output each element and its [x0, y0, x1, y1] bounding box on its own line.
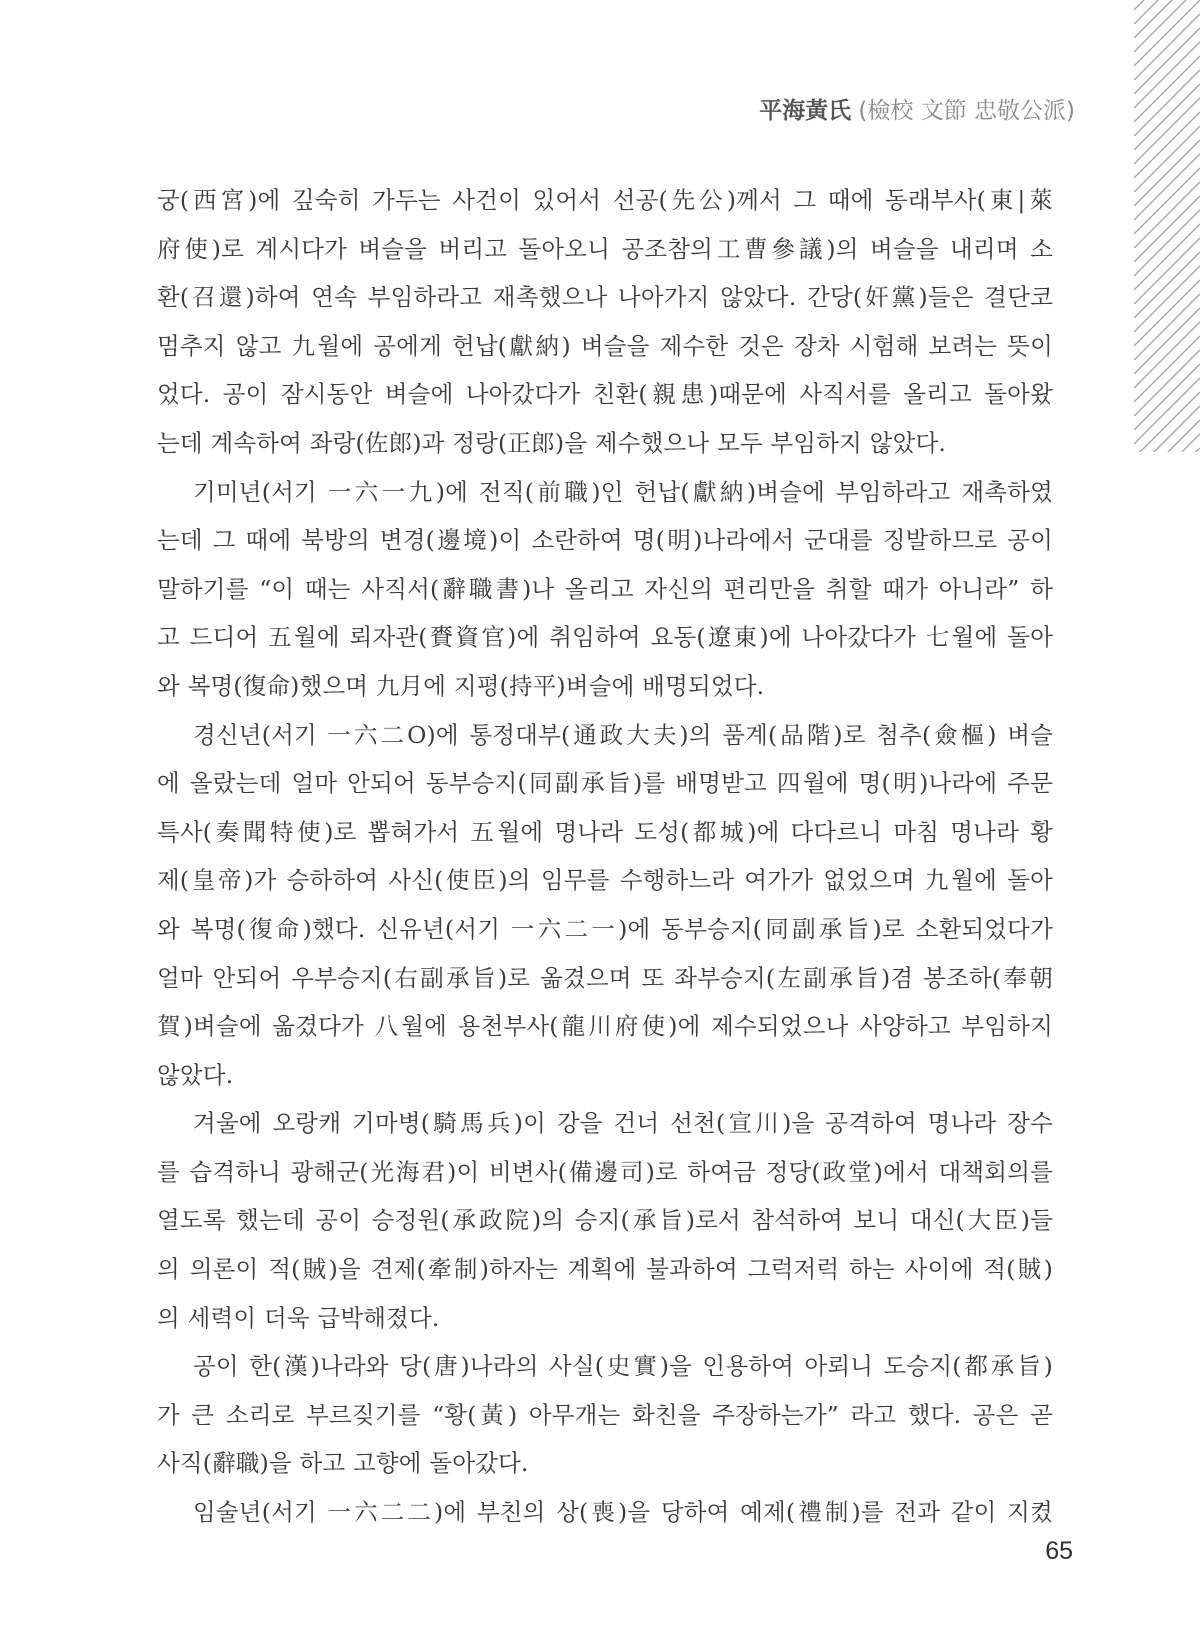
text-line: 는데 그 때에 북방의 변경(邊境)이 소란하여 명(明)나라에서 군대를 징발하므로 공이 [157, 526, 1053, 555]
hatch-line [1134, 224, 1200, 290]
hatch-line [1134, 0, 1200, 66]
text-line: 賀)벼슬에 옮겼다가 八월에 용천부사(龍川府使)에 제수되었으나 사양하고 부임하지 [157, 1012, 1053, 1041]
running-header [759, 92, 1075, 125]
text-line: 府使)로 계시다가 벼슬을 버리고 돌아오니 공조참의工曹參議)의 벼슬을 내리며 소 [157, 234, 1053, 263]
page-number: 65 [1045, 1537, 1073, 1565]
hatch-line [1134, 280, 1200, 346]
text-line: 와 복명(復命)했다. 신유년(서기 一六二一)에 동부승지(同副承旨)로 소환되었다가 [157, 914, 1053, 943]
text-line: 와 복명(復命)했으며 九月에 지평(持平)벼슬에 배명되었다. [157, 671, 765, 700]
text-line: 에 올랐는데 얼마 안되어 동부승지(同副承旨)를 배명받고 四월에 명(明)나라에 주문 [157, 769, 1053, 798]
paragraph [157, 711, 1053, 1100]
text-line: 사직(辭職)을 하고 고향에 돌아갔다. [157, 1449, 529, 1478]
text-line: 고 드디어 五월에 뢰자관(賚資官)에 취임하여 요동(遼東)에 나아갔다가 七월에 돌아 [157, 623, 1053, 652]
hatch-line [1134, 266, 1200, 332]
decorative-hatch-pattern [1134, 0, 1200, 452]
text-line: 었다. 공이 잠시동안 벼슬에 나아갔다가 친환(親患)때문에 사직서를 올리고 돌아왔 [157, 380, 1053, 409]
header-branch-name: (檢校 文節 忠敬公派) [858, 98, 1075, 124]
paragraph [157, 468, 1053, 711]
text-line: 의 의론이 적(賊)을 견제(牽制)하자는 계획에 불과하여 그럭저럭 하는 사이에 적(賊) [157, 1255, 1053, 1284]
text-line: 가 큰 소리로 부르짖기를 “황(黃) 아무개는 화친을 주장하는가” 라고 했다. 공은 곧 [157, 1400, 1053, 1429]
hatch-line [1134, 196, 1200, 262]
hatch-line [1134, 252, 1200, 318]
hatch-line [1134, 56, 1200, 122]
hatch-line [1134, 84, 1200, 150]
text-line: 환(召還)하여 연속 부임하라고 재촉했으나 나아가지 않았다. 간당(奸黨)들은 결단코 [157, 283, 1053, 312]
hatch-line [1134, 434, 1200, 452]
paragraph [157, 1099, 1053, 1342]
hatch-line [1134, 154, 1200, 220]
hatch-line [1134, 322, 1200, 388]
text-line: 않았다. [157, 1060, 234, 1089]
hatch-line [1134, 28, 1200, 94]
text-line: 제(皇帝)가 승하하여 사신(使臣)의 임무를 수행하느라 여가가 없었으며 九월에 돌아 [157, 866, 1053, 895]
paragraph [157, 1342, 1053, 1488]
hatch-line [1134, 238, 1200, 304]
text-line: 멈추지 않고 九월에 공에게 헌납(獻納) 벼슬을 제수한 것은 장차 시험해 보려는 뜻이 [157, 331, 1053, 360]
text-line: 궁(西宮)에 깊숙히 가두는 사건이 있어서 선공(先公)께서 그 때에 동래부사(東|萊 [157, 186, 1053, 214]
text-line: 기미년(서기 一六一九)에 전직(前職)인 헌납(獻納)벼슬에 부임하라고 재촉하였 [193, 477, 1053, 506]
hatch-line [1134, 168, 1200, 234]
hatch-line [1134, 378, 1200, 444]
paragraph [157, 176, 1053, 468]
hatch-line [1134, 364, 1200, 430]
body-text [157, 176, 1053, 1537]
hatch-line [1134, 0, 1200, 52]
hatch-line [1134, 98, 1200, 164]
hatch-line [1134, 126, 1200, 192]
hatch-line [1134, 294, 1200, 360]
text-line: 공이 한(漢)나라와 당(唐)나라의 사실(史實)을 인용하여 아뢰니 도승지(都承旨) [193, 1352, 1053, 1381]
text-line: 임술년(서기 一六二二)에 부친의 상(喪)을 당하여 예제(禮制)를 전과 같이 지켰 [193, 1498, 1053, 1527]
paragraph [157, 1488, 1053, 1537]
hatch-line [1134, 336, 1200, 402]
text-line: 는데 계속하여 좌랑(佐郎)과 정랑(正郎)을 제수했으나 모두 부임하지 않았다. [157, 428, 947, 457]
text-line: 특사(奏聞特使)로 뽑혀가서 五월에 명나라 도성(都城)에 다다르니 마침 명나라 황 [157, 817, 1053, 846]
header-clan-name: 平海黃氏 [759, 98, 852, 124]
text-line: 를 습격하니 광해군(光海君)이 비변사(備邊司)로 하여금 정당(政堂)에서 대책회의를 [157, 1157, 1053, 1186]
hatch-line [1134, 14, 1200, 80]
hatch-line [1134, 70, 1200, 136]
text-line: 경신년(서기 一六二O)에 통정대부(通政大夫)의 품계(品階)로 첨추(僉樞) 벼슬 [193, 720, 1053, 749]
hatch-line [1134, 210, 1200, 276]
hatch-line [1134, 42, 1200, 108]
hatch-line [1134, 140, 1200, 206]
text-line: 겨울에 오랑캐 기마병(騎馬兵)이 강을 건너 선천(宣川)을 공격하여 명나라 장수 [193, 1109, 1053, 1138]
text-line: 의 세력이 더욱 급박해졌다. [157, 1303, 440, 1332]
hatch-line [1134, 308, 1200, 374]
hatch-line [1134, 0, 1200, 24]
hatch-line [1134, 350, 1200, 416]
text-line: 얼마 안되어 우부승지(右副承旨)로 옮겼으며 또 좌부승지(左副承旨)겸 봉조하(奉朝 [157, 963, 1053, 992]
text-line: 말하기를 “이 때는 사직서(辭職書)나 올리고 자신의 편리만을 취할 때가 아니라” 하 [157, 574, 1053, 603]
hatch-line [1134, 112, 1200, 178]
hatch-line [1134, 182, 1200, 248]
text-line: 열도록 했는데 공이 승정원(承政院)의 승지(承旨)로서 참석하여 보니 대신(大臣)들 [157, 1206, 1053, 1235]
